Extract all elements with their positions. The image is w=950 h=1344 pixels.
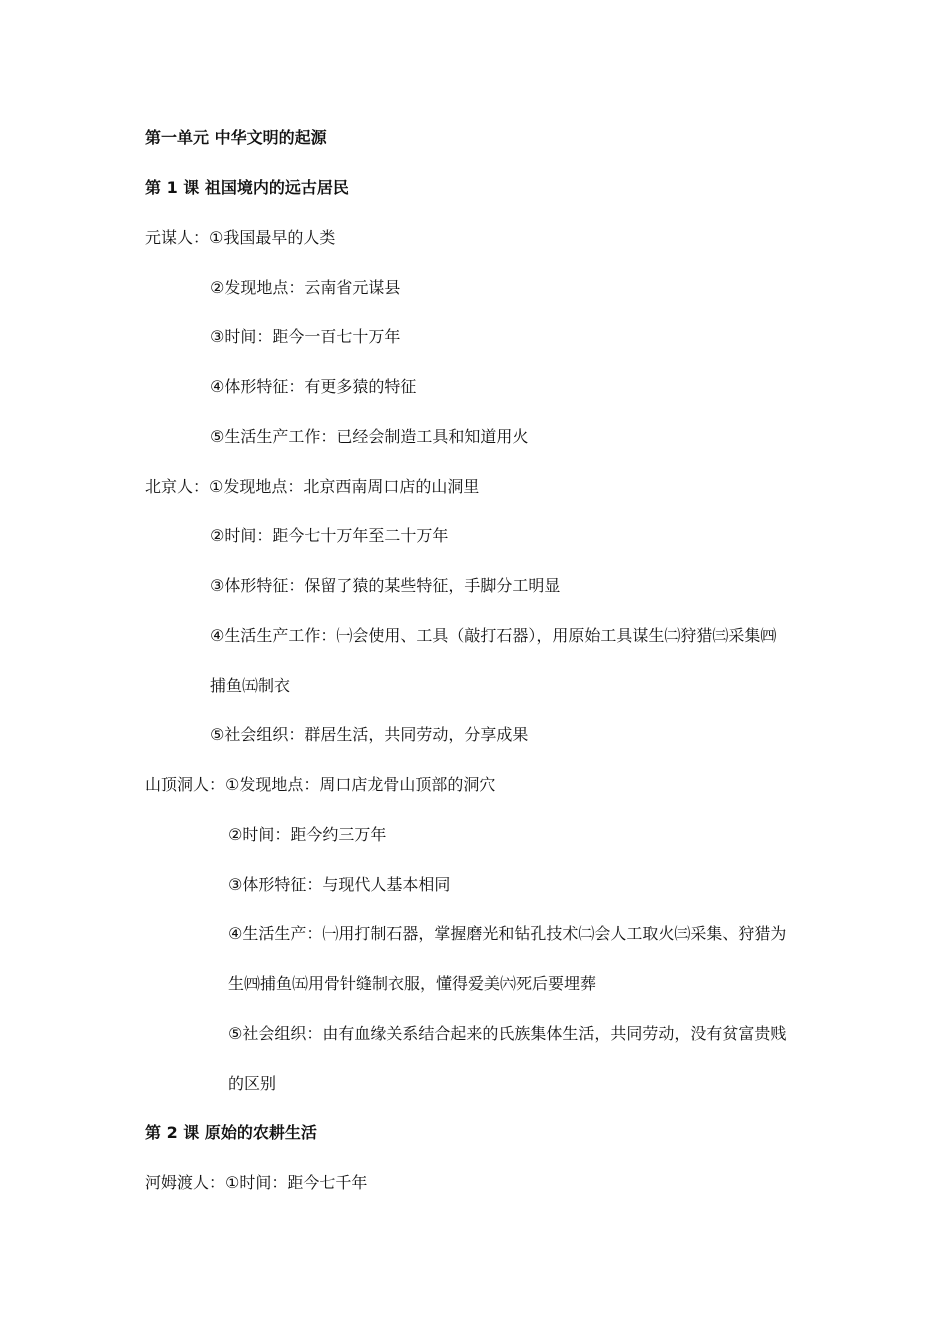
- shanding-line-7: 的区别: [228, 1074, 277, 1093]
- shanding-line-4: ④生活生产：㈠用打制石器，掌握磨光和钻孔技术㈡会人工取火㈢采集、狩猎为: [228, 924, 787, 943]
- yuanmou-line-1: 元谋人：①我国最早的人类: [145, 228, 336, 247]
- beijing-line-2: ②时间：距今七十万年至二十万年: [210, 526, 449, 545]
- yuanmou-line-5: ⑤生活生产工作：已经会制造工具和知道用火: [210, 427, 529, 446]
- lesson-1-title: 第 1 课 祖国境内的远古居民: [145, 178, 349, 197]
- unit-title: 第一单元 中华文明的起源: [145, 128, 327, 147]
- yuanmou-line-3: ③时间：距今一百七十万年: [210, 327, 401, 346]
- beijing-line-3: ③体形特征：保留了猿的某些特征，手脚分工明显: [210, 576, 561, 595]
- beijing-line-1: 北京人：①发现地点：北京西南周口店的山洞里: [145, 477, 480, 496]
- shanding-line-1: 山顶洞人：①发现地点：周口店龙骨山顶部的洞穴: [145, 775, 496, 794]
- lesson-2-title: 第 2 课 原始的农耕生活: [145, 1123, 317, 1142]
- shanding-line-6: ⑤社会组织：由有血缘关系结合起来的氏族集体生活，共同劳动，没有贫富贵贱: [228, 1024, 787, 1043]
- beijing-line-4: ④生活生产工作：㈠会使用、工具（敲打石器），用原始工具谋生㈡狩猎㈢采集㈣: [210, 626, 777, 645]
- yuanmou-line-4: ④体形特征：有更多猿的特征: [210, 377, 417, 396]
- yuanmou-line-2: ②发现地点：云南省元谋县: [210, 278, 401, 297]
- shanding-line-2: ②时间：距今约三万年: [228, 825, 387, 844]
- shanding-line-5: 生㈣捕鱼㈤用骨针缝制衣服，懂得爱美㈥死后要埋葬: [228, 974, 597, 993]
- shanding-line-3: ③体形特征：与现代人基本相同: [228, 875, 451, 894]
- beijing-line-6: ⑤社会组织：群居生活，共同劳动，分享成果: [210, 725, 529, 744]
- hemudu-line-1: 河姆渡人：①时间：距今七千年: [145, 1173, 368, 1192]
- beijing-line-5: 捕鱼㈤制衣: [210, 676, 291, 695]
